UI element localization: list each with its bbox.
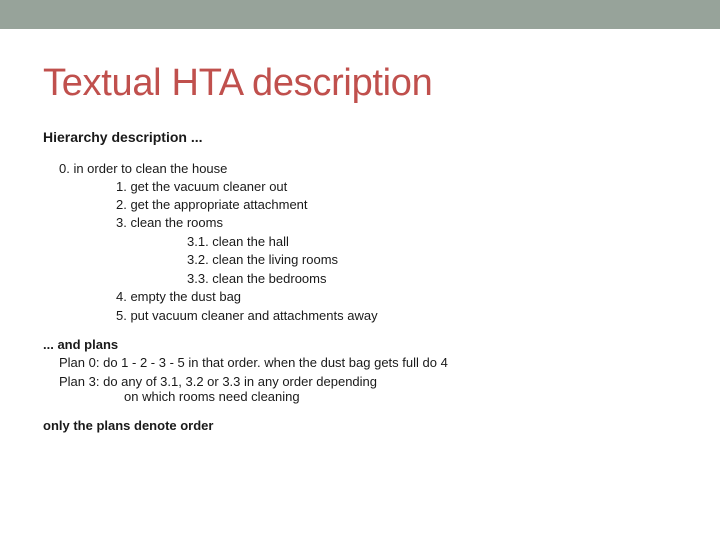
hierarchy-item-3-3: 3.3. clean the bedrooms (187, 271, 327, 286)
plans-heading: ... and plans (43, 337, 119, 352)
hierarchy-item-0: 0. in order to clean the house (59, 161, 228, 176)
hierarchy-item-3: 3. clean the rooms (116, 215, 223, 230)
hierarchy-item-5: 5. put vacuum cleaner and attachments away (116, 308, 378, 323)
hierarchy-item-3-2: 3.2. clean the living rooms (187, 252, 339, 267)
hierarchy-item-3-1: 3.1. clean the hall (187, 234, 289, 249)
hierarchy-item-4: 4. empty the dust bag (116, 289, 242, 304)
hierarchy-item-1: 1. get the vacuum cleaner out (116, 179, 288, 194)
plan-3: Plan 3: do any of 3.1, 3.2 or 3.3 in any order depending (59, 374, 378, 389)
conclusion-text: only the plans denote order (43, 418, 214, 433)
hierarchy-item-2: 2. get the appropriate attachment (116, 197, 308, 212)
header-bar (0, 0, 720, 29)
plan-3-continuation: on which rooms need cleaning (124, 389, 300, 404)
slide-title: Textual HTA description (43, 62, 433, 104)
plan-0: Plan 0: do 1 - 2 - 3 - 5 in that order. when the dust bag gets full do 4 (59, 355, 448, 370)
hierarchy-heading: Hierarchy description ... (43, 129, 203, 145)
